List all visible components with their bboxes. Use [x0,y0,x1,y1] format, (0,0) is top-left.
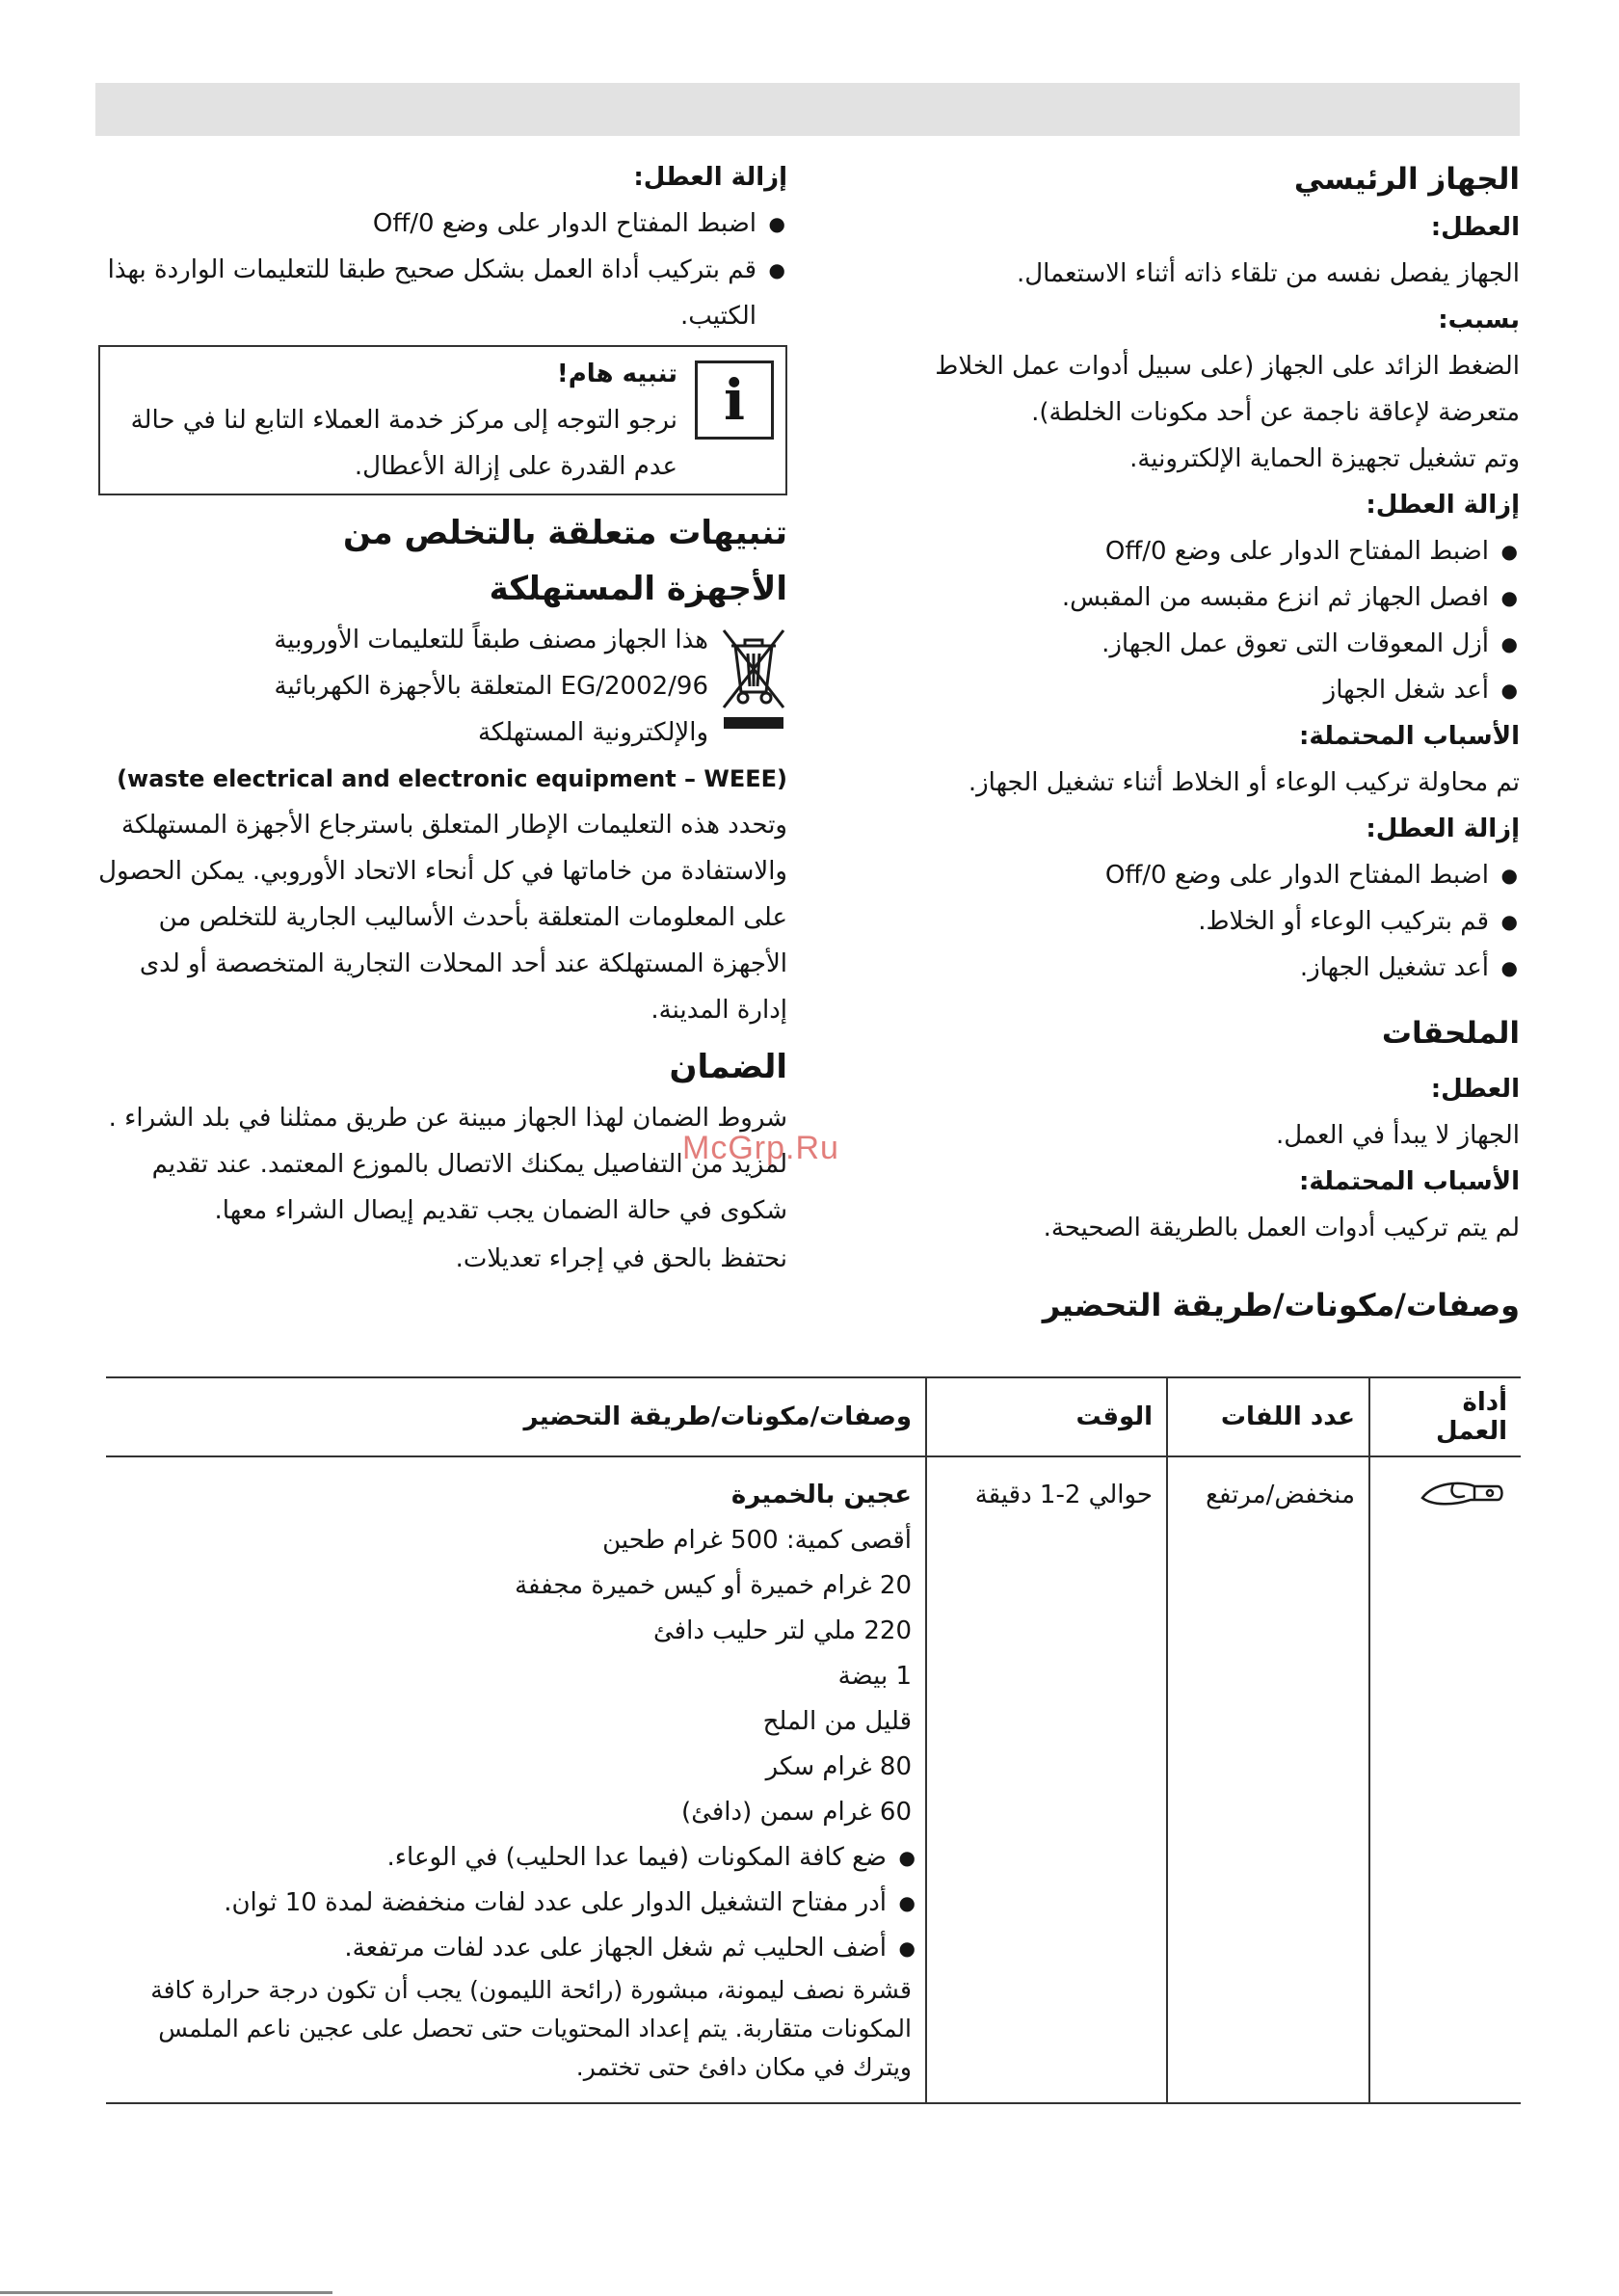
info-icon: i [695,360,774,440]
recipe-table-title: وصفات/مكونات/طريقة التحضير [1042,1287,1520,1323]
list-item: ● أعد تشغيل الجهاز. [749,945,1489,991]
ingredient: 1 بيضة [837,1662,912,1691]
fault-text-2: الجهاز لا يبدأ في العمل. [1275,1121,1520,1150]
weee-paragraph: وتحدد هذه التعليمات الإطار المتعلق باسترجاع الأجهزة المستهلكة والاستفادة من خاماتها في كل أنحاء الاتحاد الأوروبي. يمكن الحصول على المعلومات المتعلقة بأحدث الأساليب الجارية للتخلص من الأجهزة المستهلكة عند أحد المحلات التجارية المتخصصة أو لدى إدارة المدينة. [98,811,787,1025]
disposal-title-2: الأجهزة المستهلكة [489,570,787,608]
ingredient: 60 غرام سمن (دافئ) [681,1798,912,1827]
remedy-list-left [98,200,787,339]
ingredient: 220 ملي لتر حليب دافئ [653,1616,912,1645]
cause-text-3: وتم تشغيل تجهيزة الحماية الإلكترونية. [1129,444,1520,473]
remedy-label-2: إزالة العطل: [1366,814,1520,843]
ingredient: قليل من الملح [762,1707,912,1736]
recipe-cell [106,1456,926,2103]
recipe-notes: قشرة نصف ليمونة، مبشورة (رائحة الليمون) يجب أن تكون درجة حرارة كافة المكونات متقاربة. يتم إعداد المحتويات حتى تحصل على عجين ناعم الملمس ويترك في مكان دافئ حتى تختمر. [150,1976,912,2081]
notice-title: تنبيه هام! [556,360,677,388]
remedy-list [749,528,1520,713]
list-item: ● اضبط المفتاح الدوار على وضع Off/0 [749,852,1489,898]
header-recipe: وصفات/مكونات/طريقة التحضير [106,1377,926,1456]
disposal-title-1: تنبيهات متعلقة بالتخلص من [343,514,787,552]
cause-text-2: متعرضة لإعاقة ناجمة عن أحد مكونات الخلطة). [1031,398,1520,427]
ingredient: أقصى كمية: 500 غرام طحين [602,1526,912,1555]
left-column [98,154,787,1282]
ingredient: 20 غرام خميرة أو كيس خميرة مجففة [515,1571,912,1600]
remedy-label-left: إزالة العطل: [633,163,787,192]
weee-bin-icon [718,621,787,734]
right-column [749,154,1520,1251]
cause-label: بسبب: [1438,306,1520,334]
list-item: ● أضف الحليب ثم شغل الجهاز على عدد لفات مرتفعة. [119,1926,887,1971]
header-tool: أداة العمل [1369,1377,1521,1456]
list-item: ● اضبط المفتاح الدوار على وضع Off/0 [749,528,1489,574]
list-item: ● قم بتركيب الوعاء أو الخلاط. [749,898,1489,945]
list-item: ● اضبط المفتاح الدوار على وضع Off/0 [98,200,756,247]
notice-box [98,345,787,495]
remedy-label: إزالة العطل: [1366,491,1520,520]
watermark: McGrp.Ru [682,1130,839,1166]
list-item: ● أعد شغل الجهاز [749,667,1489,713]
fault-label: العطل: [1430,213,1520,242]
list-item: ● افصل الجهاز ثم انزع مقبسه من المقبس. [749,574,1489,621]
list-item: ● أدر مفتاح التشغيل الدوار على عدد لفات منخفضة لمدة 10 ثوان. [119,1881,887,1926]
main-device-title: الجهاز الرئيسي [1293,162,1520,197]
list-item: ● ضع كافة المكونات (فيما عدا الحليب) في الوعاء. [119,1835,887,1881]
weee-english: (waste electrical and electronic equipment – WEEE) [117,765,787,792]
footer-line [0,2291,332,2294]
accessories-title: الملحقات [1381,1016,1520,1051]
list-item: ● أزل المعوقات التى تعوق عمل الجهاز. [749,621,1489,667]
tool-cell [1369,1456,1521,2103]
list-item: ● قم بتركيب أداة العمل بشكل صحيح طبقا للتعليمات الواردة بهذا الكتيب. [98,247,756,339]
header-time: الوقت [926,1377,1167,1456]
possible-causes-label-2: الأسباب المحتملة: [1298,1167,1520,1196]
time-cell: حوالي 2-1 دقيقة [926,1456,1167,2103]
steps-list [119,1835,912,1971]
dough-hook-icon [1415,1473,1507,1511]
remedy-list-2 [749,852,1520,991]
weee-line-2: 2002/96/EG المتعلقة بالأجهزة الكهربائية [274,672,708,701]
rights-text: نحتفظ بالحق في إجراء تعديلات. [455,1244,787,1273]
recipe-table [106,1376,1521,2104]
header-bar [95,83,1520,136]
notice-text: نرجو التوجه إلى مركز خدمة العملاء التابع لنا في حالة عدم القدرة على إزالة الأعطال. [130,406,677,481]
speed-cell: منخفض/مرتفع [1167,1456,1369,2103]
fault-label-2: العطل: [1430,1075,1520,1104]
weee-line-1: هذا الجهاز مصنف طبقاً للتعليمات الأوروبية [274,626,708,654]
warranty-text: شروط الضمان لهذا الجهاز مبينة عن طريق ممثلنا في بلد الشراء . لمزيد من التفاصيل يمكنك الاتصال بالموزع المعتمد. عند تقديم شكوى في حالة الضمان يجب تقديم إيصال الشراء معها. [108,1104,787,1225]
ingredient: 80 غرام سكر [765,1752,912,1781]
cause-text-1: الضغط الزائد على الجهاز (على سبيل أدوات عمل الخلاط [935,352,1520,381]
table-row [106,1456,1521,2103]
fault-text: الجهاز يفصل نفسه من تلقاء ذاته أثناء الاستعمال. [1016,259,1520,288]
weee-line-3: والإلكترونية المستهلكة [477,718,708,747]
recipe-title: عجين بالخميرة [730,1481,912,1509]
header-speed: عدد اللفات [1167,1377,1369,1456]
weee-block [98,617,787,756]
possible-causes-label: الأسباب المحتملة: [1298,722,1520,751]
possible-causes-text: تم محاولة تركيب الوعاء أو الخلاط أثناء تشغيل الجهاز. [968,768,1520,797]
possible-causes-text-2: لم يتم تركيب أدوات العمل بالطريقة الصحيحة. [1043,1214,1520,1242]
warranty-title: الضمان [669,1048,787,1086]
